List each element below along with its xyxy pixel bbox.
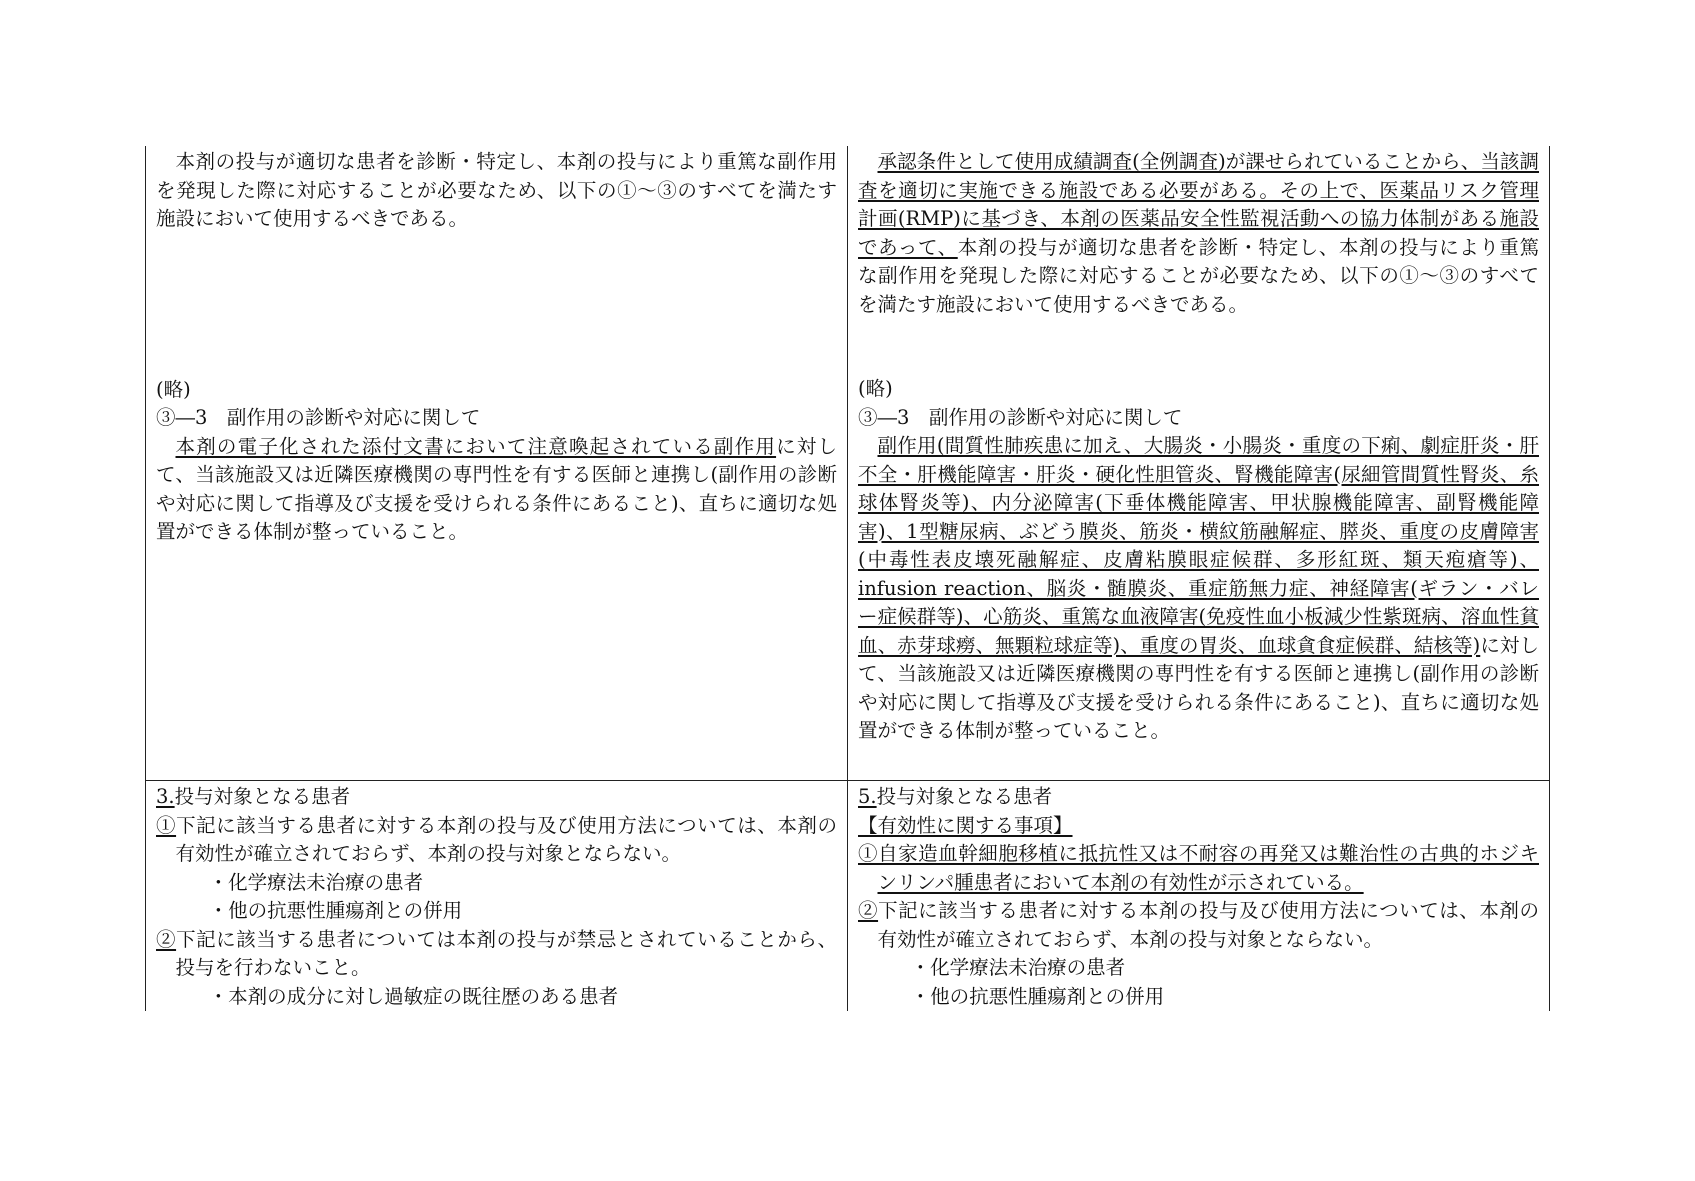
right-section-num: 5. <box>858 785 877 808</box>
right-item-1 <box>858 840 1539 897</box>
left-intro: 本剤の投与が適切な患者を診断・特定し、本剤の投与により重篤な副作用を発現した際に対応することが必要なため、以下の①～③のすべてを満たす施設において使用するべきである。 <box>156 150 837 230</box>
right-subhead <box>858 812 1539 841</box>
left-item-2-mark: ② <box>156 927 177 951</box>
left-section-title <box>156 783 837 812</box>
right-item-2 <box>858 897 1539 954</box>
right-body-underlined: 副作用(間質性肺疾患に加え、大腸炎・小腸炎・重度の下痢、劇症肝炎・肝不全・肝機能障害・肝炎・硬化性胆管炎、腎機能障害(尿細管間質性腎炎、糸球体腎炎等)、内分泌障害(下垂体機能障害、甲状腺機能障害、副腎機能障害)、1型糖尿病、ぶどう膜炎、筋炎・横紋筋融解症、膵炎、重度の皮膚障害(中毒性表皮壊死融解症、皮膚粘膜眼症候群、多形紅斑、類天疱瘡等)、 infusion reaction、脳炎・髄膜炎、重症筋無力症、神経障害(ギラン・バレー症候群等)、心筋炎、重篤な血液障害(免疫性血小板減少性紫斑病、溶血性貧血、赤芽球癆、無顆粒球症等)、重度の胃炎、血球貪食症候群、結核等) <box>858 434 1539 657</box>
right-section-label: 投与対象となる患者 <box>876 785 1053 808</box>
left-body <box>156 433 837 547</box>
list-item: ・化学療法未治療の患者 <box>910 956 1126 979</box>
left-item-2 <box>156 926 837 983</box>
right-item-2-mark: ② <box>858 899 879 922</box>
list-item: ・他の抗悪性腫瘍剤との併用 <box>910 984 1165 1008</box>
list-item: ・他の抗悪性腫瘍剤との併用 <box>208 899 463 922</box>
left-section-label: 投与対象となる患者 <box>174 785 351 808</box>
right-omitted: (略) <box>858 377 893 400</box>
left-body-underlined: 本剤の電子化された添付文書において注意喚起されている副作用 <box>175 434 777 458</box>
left-section-num: 3. <box>156 785 175 808</box>
right-heading: ③―3 副作用の診断や対応に関して <box>858 405 1183 429</box>
right-cell-patients <box>848 781 1550 1012</box>
list-item: ・化学療法未治療の患者 <box>208 870 424 894</box>
right-subhead-text: 【有効性に関する事項】 <box>858 813 1073 837</box>
left-heading: ③―3 副作用の診断や対応に関して <box>156 406 481 429</box>
left-body-rest: に対して、当該施設又は近隣医療機関の専門性を有する医師と連携し(副作用の診断や対応に関して指導及び支援を受けられる条件にあること)、直ちに適切な処置ができる体制が整っていること。 <box>156 434 837 543</box>
left-cell-patients <box>146 781 848 1012</box>
right-section-title <box>858 783 1539 812</box>
right-cell-facility <box>848 146 1550 781</box>
right-intro-rest: 本剤の投与が適切な患者を診断・特定し、本剤の投与により重篤な副作用を発現した際に対応することが必要なため、以下の①～③のすべてを満たす施設において使用するべきである。 <box>858 235 1539 316</box>
right-body-rest: に対して、当該施設又は近隣医療機関の専門性を有する医師と連携し(副作用の診断や対応に関して指導及び支援を受けられる条件にあること)、直ちに適切な処置ができる体制が整っていること。 <box>858 633 1539 742</box>
comparison-table <box>145 146 1550 1011</box>
left-item-1-text: 下記に該当する患者に対する本剤の投与及び使用方法については、本剤の有効性が確立されておらず、本剤の投与対象とならない。 <box>175 813 837 865</box>
left-item-2-text: 下記に該当する患者については本剤の投与が禁忌とされていることから、投与を行わないこと。 <box>175 927 837 979</box>
right-intro-underlined: 承認条件として使用成績調査(全例調査)が課せられていることから、当該調査を適切に実施できる施設である必要がある。その上で、医薬品リスク管理計画(RMP)に基づき、本剤の医薬品安全性監視活動への協力体制がある施設であって、 <box>858 150 1539 259</box>
left-item-1-mark: ① <box>156 813 177 837</box>
left-omitted: (略) <box>156 377 191 401</box>
right-item-2-text: 下記に該当する患者に対する本剤の投与及び使用方法については、本剤の有効性が確立されておらず、本剤の投与対象とならない。 <box>877 899 1539 951</box>
table-row <box>146 146 1550 781</box>
left-item-1 <box>156 812 837 869</box>
right-intro <box>858 148 1539 319</box>
left-cell-facility <box>146 146 848 781</box>
right-body <box>858 432 1539 746</box>
table-row <box>146 781 1550 1012</box>
right-item-1-text: ①自家造血幹細胞移植に抵抗性又は不耐容の再発又は難治性の古典的ホジキンリンパ腫患者において本剤の有効性が示されている。 <box>858 842 1539 894</box>
list-item: ・本剤の成分に対し過敏症の既往歴のある患者 <box>208 984 619 1008</box>
